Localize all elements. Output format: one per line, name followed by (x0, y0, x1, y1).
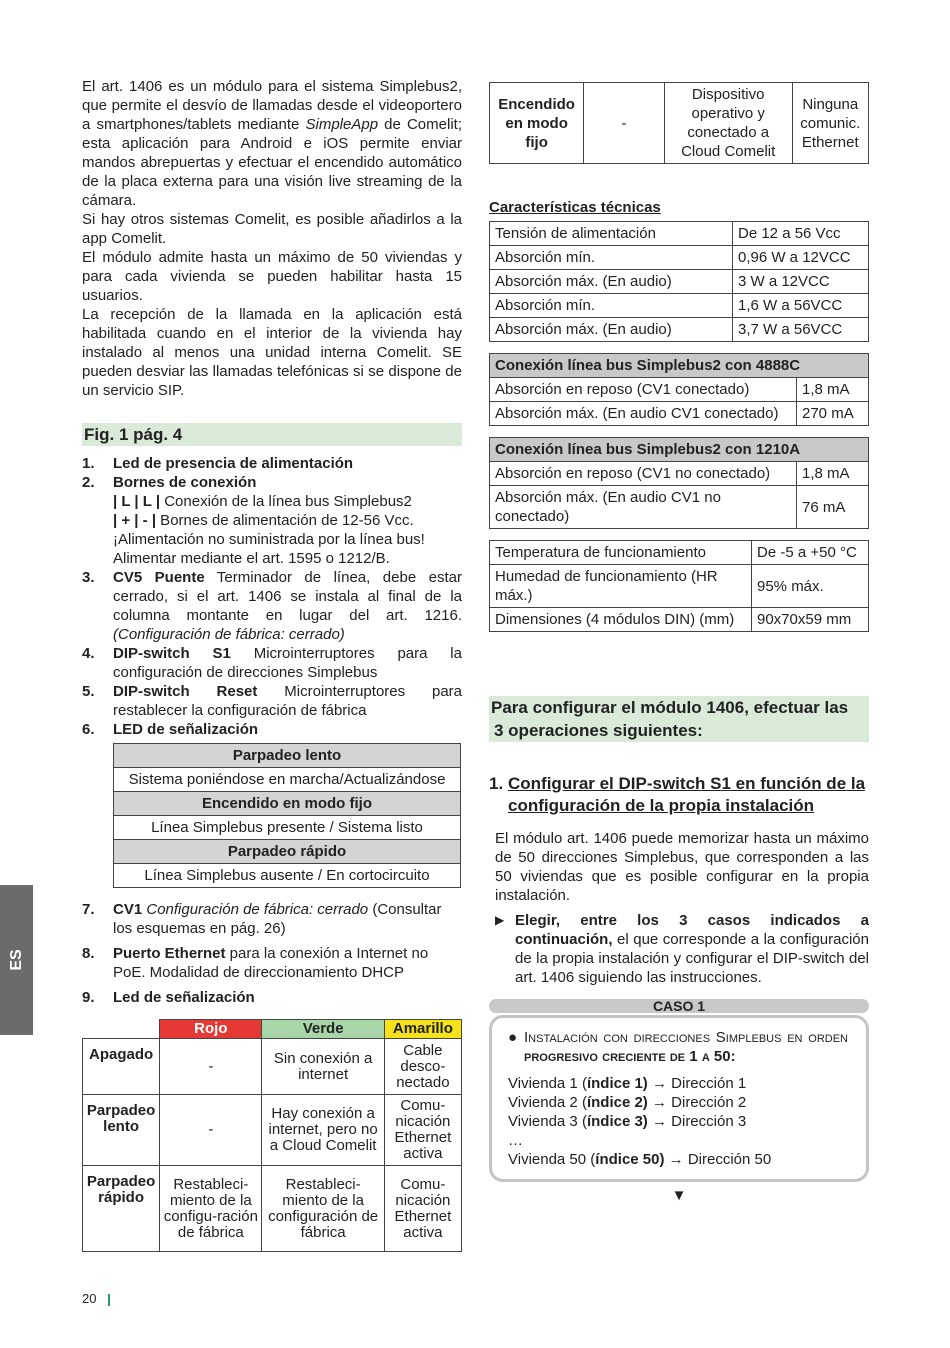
spec-label: Absorción máx. (En audio) (490, 318, 733, 342)
caso-1-title: ● Instalación con direcciones Simplebus en orden progresivo creciente de 1 a 50: (508, 1029, 848, 1065)
list-item: 4. DIP-switch S1 Microinterruptores para la configuración de direcciones Simplebus (82, 645, 462, 681)
bus-4888-table (489, 353, 869, 426)
list-item: … (508, 1132, 523, 1149)
spec-value: 95% máx. (752, 565, 869, 608)
bullet-dot-icon: ● (508, 1029, 518, 1046)
step-1-bullet: ▶ Elegir, entre los 3 casos indicados a continuación, el que corresponde a la configuración de la propia instalación y configurar el DIP-switch del art. 1406 siguiendo las instrucciones. (495, 912, 869, 986)
bus-1210-title: Conexión línea bus Simplebus2 con 1210A (490, 438, 869, 462)
triangle-bullet-icon: ▶ (495, 913, 505, 927)
spec-value: 1,8 mA (797, 462, 869, 486)
page-number: 20 (82, 1291, 97, 1306)
list-item: 1. Led de presencia de alimentación (82, 455, 354, 472)
led-state-desc: Línea Simplebus ausente / En cortocircuito (114, 864, 461, 888)
row-label: Apagado (83, 1039, 160, 1095)
table-cell: Hay conexión a internet, pero no a Cloud Comelit (262, 1095, 384, 1166)
spec-label: Humedad de funcionamiento (HR máx.) (490, 565, 752, 608)
list-item: 6. LED de señalización (82, 721, 259, 738)
ethernet-led-table (82, 1019, 462, 1252)
table-cell: Comu-nicación Ethernet activa (384, 1166, 461, 1252)
spec-value: 1,8 mA (797, 378, 869, 402)
table-cell: Restableci-miento de la configu-ración de fábrica (160, 1166, 262, 1252)
right-column (489, 82, 869, 1205)
list-item: 2. Bornes de conexión | L | L | Conexión de la línea bus Simplebus2 | + | - | Bornes de alimentación de 12-56 Vcc. ¡Alimentación no suministrada por la línea bus! Alimentar mediante el art. 1595 o 1212/B. (82, 474, 425, 567)
led-state-header: Parpadeo lento (114, 744, 461, 768)
table-cell: Sin conexión a internet (262, 1039, 384, 1095)
led-state-desc: Sistema poniéndose en marcha/Actualizándose (114, 768, 461, 792)
spec-label: Absorción máx. (En audio) (490, 270, 733, 294)
list-item: Vivienda 3 (índice 3) → Dirección 3 (508, 1113, 747, 1130)
table-cell: - (160, 1039, 262, 1095)
table-cell: Ninguna comunic. Ethernet (792, 83, 868, 164)
table-cell: Dispositivo operativo y conectado a Cloud Comelit (664, 83, 792, 164)
ethernet-led-table-cont (489, 82, 869, 164)
bus-4888-title: Conexión línea bus Simplebus2 con 4888C (490, 354, 869, 378)
header-verde: Verde (262, 1020, 384, 1039)
spec-value: 0,96 W a 12VCC (733, 246, 869, 270)
list-item: 7. CV1 Configuración de fábrica: cerrado (Consultar los esquemas en pág. 26) (82, 901, 442, 937)
component-list (82, 454, 462, 739)
spec-label: Tensión de alimentación (490, 222, 733, 246)
led-state-header: Encendido en modo fijo (114, 792, 461, 816)
row-label: Parpadeo lento (83, 1095, 160, 1166)
simpleapp-name: SimpleApp (305, 116, 379, 133)
intro-paragraph-2: Si hay otros sistemas Comelit, es posible añadirlos a la app Comelit. (82, 211, 462, 247)
spec-label: Absorción en reposo (CV1 no conectado) (490, 462, 797, 486)
spec-value: De -5 a +50 °C (752, 541, 869, 565)
list-item: 5. DIP-switch Reset Microinterruptores para restablecer la configuración de fábrica (82, 683, 462, 719)
led-state-header: Parpadeo rápido (114, 840, 461, 864)
intro-paragraph-4: La recepción de la llamada en la aplicación está habilitada cuando en el interior de la vivienda hay instalado al menos una unidad interna Comelit. SE pueden desviar las llamadas telefónicas si se dispone de un servicio SIP. (82, 306, 462, 399)
step-1-text: El módulo art. 1406 puede memorizar hasta un máximo de 50 direcciones Simplebus, que corresponden a las 50 viviendas que es posible configurar en la propia instalación. (495, 830, 869, 904)
spec-label: Absorción mín. (490, 246, 733, 270)
footer-divider (108, 1294, 110, 1306)
led-state-desc: Línea Simplebus presente / Sistema listo (114, 816, 461, 840)
spec-value: 3,7 W a 56VCC (733, 318, 869, 342)
table-cell: Cable desco-nectado (384, 1039, 461, 1095)
caso-1-lines (508, 1074, 848, 1169)
list-item: 9. Led de señalización (82, 989, 255, 1006)
fig-heading: Fig. 1 pág. 4 (82, 423, 462, 446)
language-tab: ES (0, 885, 33, 1035)
bus-1210-table (489, 437, 869, 529)
list-item: Vivienda 50 (índice 50) → Dirección 50 (508, 1151, 772, 1168)
spec-label: Absorción máx. (En audio CV1 conectado) (490, 402, 797, 426)
spec-value: 90x70x59 mm (752, 608, 869, 632)
spec-label: Dimensiones (4 módulos DIN) (mm) (490, 608, 752, 632)
spec-label: Absorción en reposo (CV1 conectado) (490, 378, 797, 402)
led-status-table (113, 743, 461, 888)
table-cell: Restableci-miento de la configuración de fábrica (262, 1166, 384, 1252)
tech-specs-title: Características técnicas (489, 199, 661, 216)
list-item: Vivienda 1 (índice 1) → Dirección 1 (508, 1075, 747, 1092)
spec-value: 76 mA (797, 486, 869, 529)
list-item: 3. CV5 Puente Terminador de línea, debe estar cerrado, si el art. 1406 se instala al final de la columna montante en lugar del art. 1216. (Configuración de fábrica: cerrado) (82, 569, 462, 643)
list-item: Vivienda 2 (índice 2) → Dirección 2 (508, 1094, 747, 1111)
page-footer (82, 1291, 110, 1306)
row-label: Encendido en modo fijo (490, 83, 584, 164)
caso-1-label: CASO 1 (489, 999, 869, 1013)
down-arrow-icon: ▼ (671, 1187, 687, 1204)
spec-value: 1,6 W a 56VCC (733, 294, 869, 318)
row-label: Parpadeo rápido (83, 1166, 160, 1252)
table-cell: - (160, 1095, 262, 1166)
spec-label: Temperatura de funcionamiento (490, 541, 752, 565)
spec-label: Absorción mín. (490, 294, 733, 318)
header-amarillo: Amarillo (384, 1020, 461, 1039)
table-cell: Comu-nicación Ethernet activa (384, 1095, 461, 1166)
intro-paragraph-3: El módulo admite hasta un máximo de 50 viviendas y para cada vivienda se pueden habilitar hasta 15 usuarios. (82, 249, 462, 304)
spec-value: 3 W a 12VCC (733, 270, 869, 294)
config-heading: Para configurar el módulo 1406, efectuar las 3 operaciones siguientes: (489, 696, 869, 742)
caso-1-box (489, 1015, 869, 1182)
component-list-cont (82, 900, 462, 1007)
tech-specs-table (489, 221, 869, 342)
spec-value: 270 mA (797, 402, 869, 426)
environment-table (489, 540, 869, 632)
left-column (82, 77, 462, 1252)
header-rojo: Rojo (160, 1020, 262, 1039)
spec-value: De 12 a 56 Vcc (733, 222, 869, 246)
spec-label: Absorción máx. (En audio CV1 no conectado) (490, 486, 797, 529)
list-item: 8. Puerto Ethernet para la conexión a Internet no PoE. Modalidad de direccionamiento DHCP (82, 945, 429, 981)
table-cell: - (584, 83, 665, 164)
intro-paragraph-1: El art. 1406 es un módulo para el sistema Simplebus2, que permite el desvío de llamadas desde el videoportero a smartphones/tablets mediante SimpleApp de Comelit; esta aplicación para Android e iOS permite enviar mandos abrepuertas y efectuar el encendido automático de la placa externa para una visión live streaming de la cámara. (82, 78, 462, 209)
step-1-heading: 1. Configurar el DIP-switch S1 en función de la configuración de la propia instalación (489, 774, 866, 815)
